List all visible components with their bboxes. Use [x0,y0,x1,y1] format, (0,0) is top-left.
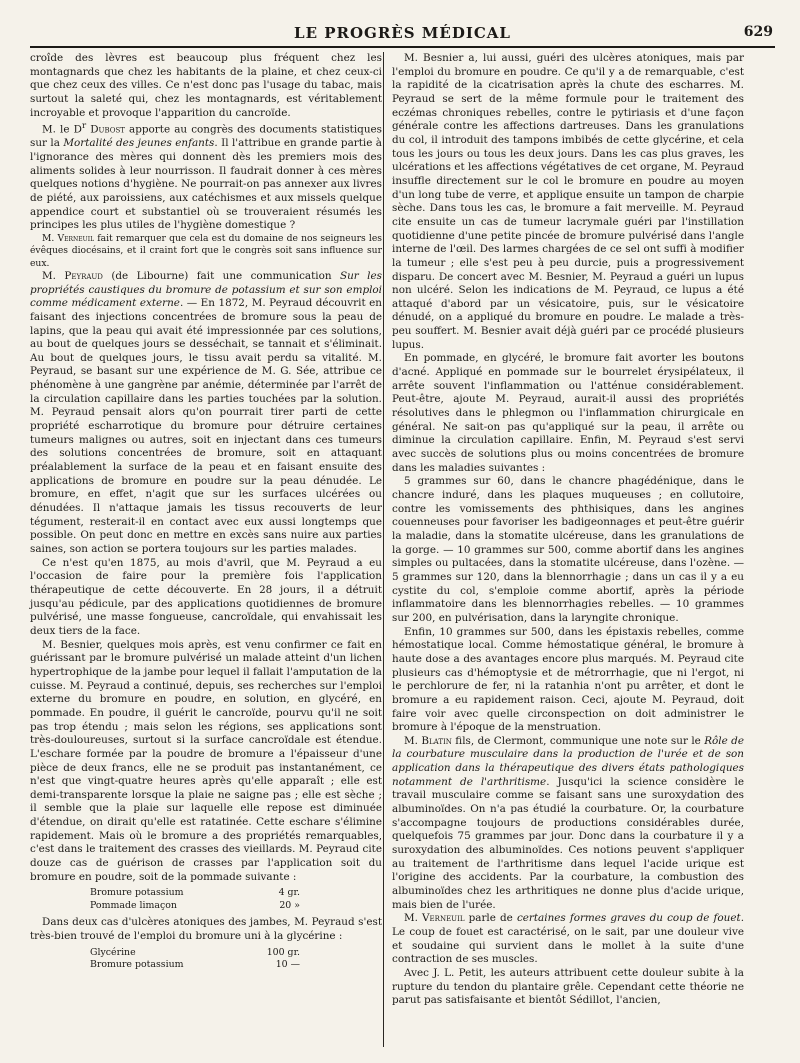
paragraph: M. Besnier, quelques mois après, est venu confirmer ce fait en guérissant par le bromure pulvérisé un malade atteint d'un lichen hypertrophique de la jambe pour lequel il fallait l'amputation de la cuisse. M. Peyraud a continué, depuis, ses recherches sur l'emploi externe du bromure en poudre, en solution, en glycéré, en pommade. En poudre, il guérit le cancroïde, pourvu qu'il ne soit pas trop étendu ; mais selon les régions, ses applications sont très-douloureuses, surtout si la surface cancroïdale est étendue. L'eschare formée par la poudre de bromure a l'épaisseur d'une pièce de deux francs, elle ne se produit pas instantanément, ce n'est que vingt-quatre heures après qu'elle apparaît ; elle est demi-transparente lorsque la plaie ne saigne pas ; elle est sèche ; il semble que la plaie sur laquelle elle repose est diminuée d'étendue, on dirait qu'elle est ratatinée. Cette eschare s'élimine rapidement. Mais où le bromure a des propriétés remarquables, c'est dans le traitement des crasses des vieillards. M. Peyraud cite douze cas de guérison de crasses par l'application soit du bromure en poudre, soit de la pommade suivante : [30,638,382,883]
column-divider [383,52,384,1047]
paragraph: M. Peyraud (de Libourne) fait une communication Sur les propriétés caustiques du bromure de potassium et sur son emploi comme médicament externe. — En 1872, M. Peyraud découvrit en faisant des injections concentrées de bromure sous la peau de lapins, que la peau qui avait été impressionnée par ces solutions, au bout de quelques jours se desséchait, se tannait et s'éliminait. Au bout de quelques jours, le tissu avait perdu sa vitalité. M. Peyraud, se basant sur une expérience de M. G. Sée, attribue ce phénomène à une gangrène par anémie, déterminée par l'arrêt de la circulation capillaire dans les parties touchées par la solution. M. Peyraud pensait alors qu'on pourrait tirer parti de cette propriété escharrotique du bromure pour détruire certaines tumeurs malignes ou autres, soit en injectant dans ces tumeurs des solutions concentrées de bromure, soit en attaquant préalablement la surface de la peau et en faisant ensuite des applications de bromure en poudre sur la peau dénudée. Le bromure, en effet, n'agit que sur les surfaces ulcérées ou dénudées. Il n'attaque jamais les tissus recouverts de leur tégument, resterait-il en contact avec eux aussi longtemps que possible. On peut donc en mettre en excès sans nuire aux parties saines, son action se portera toujours sur les parties malades. [30,269,382,556]
paragraph: Avec J. L. Petit, les auteurs attribuent cette douleur subite à la rupture du tendon du plantaire grêle. Cependant cette théorie ne parut pas satisfaisante et bientôt Sédillot, l'ancien, [392,966,744,1007]
paragraph: Ce n'est qu'en 1875, au mois d'avril, que M. Peyraud a eu l'occasion de faire pour la première fois l'application thérapeutique de cette découverte. En 28 jours, il a détruit jusqu'au pédicule, par des applications quotidiennes de bromure pulvérisé, une masse fongueuse, cancroïdale, qui envahissait les deux tiers de la face. [30,556,382,637]
speaker-name: M. Peyraud [42,269,103,282]
speaker-name: Dubost [86,123,125,136]
masthead [30,22,775,48]
right-column [392,52,744,1008]
page-number: 629 [743,24,773,40]
recipe-row: Bromure potassium 4 gr. [90,887,300,899]
communication-title: Mortalité des jeunes enfants [63,137,215,150]
communication-title: certaines formes graves du coup de fouet [516,912,741,925]
recipe-row: Glycérine 100 gr. [90,946,300,958]
communication-title: Rôle de la courbature musculaire dans la production de l'urée et de son application dans la thérapeutique des divers états pathologiques notamment de l'arthritisme [392,734,744,788]
speaker-name: M. Blatin [404,734,452,747]
paragraph: M. Verneuil parle de certaines formes graves du coup de fouet. Le coup de fouet est caractérisé, on le sait, par une douleur vive et soudaine qui survient dans le mollet à la suite d'une contraction de ses muscles. [392,912,744,966]
recipe-glycerine [90,947,382,972]
communication-title: Sur les propriétés caustiques du bromure de potassium et sur son emploi comme médicament externe [30,269,382,310]
paragraph: 5 grammes sur 60, dans le chancre phagédénique, dans le chancre induré, dans les plaques muqueuses ; en collutoire, contre les vomissements des phthisiques, dans les angines couenneuses pour favoriser les badigeonnages et peut-être guérir la maladie, dans la stomatite ulcéreuse, dans les granulations de la gorge. — 10 grammes sur 500, comme abortif dans les angines simples ou pultacées, dans la stomatite ulcéreuse, dans l'ozène. — 5 grammes sur 120, dans la blennorrhagie ; dans un cas il y a eu cystite du col, s'emploie comme abortif, après la période inflammatoire dans les blennorrhagies rebelles. — 10 grammes sur 200, en pulvérisation, dans la laryngite chronique. [392,475,744,624]
speaker-name: M. Verneuil [42,233,95,244]
paragraph: Enfin, 10 grammes sur 500, dans les épistaxis rebelles, comme hémostatique local. Comme hémostatique général, le bromure à haute dose a des avantages encore plus marqués. M. Peyraud cite plusieurs cas d'hémoptysie et de métrorrhagie, que ni l'ergot, ni le perchlorure de fer, ni la ratanhia n'ont pu arrêter, et dont le bromure a eu rapidement raison. Ceci, ajoute M. Peyraud, doit faire voir avec quelle circonspection on doit administrer le bromure à l'époque de la menstruation. [392,625,744,734]
paragraph: M. Blatin fils, de Clermont, communique une note sur le Rôle de la courbature musculaire dans la production de l'urée et de son application dans la thérapeutique des divers états pathologiques notamment de l'arthritisme. Jusqu'ici la science considère le travail musculaire comme se faisant sans une suroxydation des albuminoïdes. On n'a pas étudié la courbature. Or, la courbature s'accompagne toujours de productions considérables durée, quelquefois 75 grammes par jour. Donc dans la courbature il y a suroxydation des albuminoïdes. Ces notions peuvent s'appliquer au traitement de l'arthritisme dans lequel l'acide urique est l'origine des accidents. Par la courbature, la combustion des albuminoïdes chez les arthritiques ne donne plus d'acide urique, mais bien de l'urée. [392,734,744,911]
paragraph: En pommade, en glycéré, le bromure fait avorter les boutons d'acné. Appliqué en pommade sur le bourrelet érysipélateux, il arrête souvent l'inflammation ou l'atténue considérablement. Peut-être, ajoute M. Peyraud, aurait-il aussi des propriétés résolutives dans le phlegmon ou l'inflammation chirurgicale en général. Ne sait-on pas qu'appliqué sur la peau, il arrête ou diminue la circulation capillaire. Enfin, M. Peyraud s'est servi avec succès de solutions plus ou moins concentrées de bromure dans les maladies suivantes : [392,352,744,474]
paragraph: M. Verneuil fait remarquer que cela est du domaine de nos seigneurs les évêques diocésains, et il craint fort que le congrès soit sans influence sur eux. [30,233,382,269]
paragraph: Dans deux cas d'ulcères atoniques des jambes, M. Peyraud s'est très-bien trouvé de l'emploi du bromure uni à la glycérine : [30,916,382,943]
recipe-row: Pommade limaçon 20 » [90,899,300,911]
paragraph: croîde des lèvres est beaucoup plus fréquent chez les montagnards que chez les habitants de la plaine, et chez ceux-ci que chez ceux des villes. Ce n'est donc pas l'usage du tabac, mais surtout la saleté qui, chez les montagnards, est véritablement incroyable et provoque l'apparition du cancroïde. [30,52,382,119]
paragraph: M. Besnier a, lui aussi, guéri des ulcères atoniques, mais par l'emploi du bromure en poudre. Ce qu'il y a de remarquable, c'est la rapidité de la cicatrisation après la chute des escharres. M. Peyraud se sert de la même formule pour le traitement des eczémas chroniques rebelles, contre le pytiriasis et d'une façon générale contre les affections dartreuses. Dans les granulations du col, il introduit des tampons imbibés de cette glycérine, et cela tous les jours ou tous les deux jours. Dans les cas plus graves, les ulcérations et les affections végétatives de cet organe, M. Peyraud insuffle directement sur le col le bromure en poudre au moyen d'un long tube de verre, et applique ensuite un tampon de charpie sèche. Dans tous les cas, le bromure a fait merveille. M. Peyraud cite ensuite un cas de tumeur lacrymale guéri par l'instillation quotidienne d'une petite pincée de bromure pulvérisé dans l'angle interne de l'œil. Des larmes chargées de ce sel ont suffi à modifier la tumeur ; elle s'est peu à peu durcie, puis a progressivement disparu. De concert avec M. Besnier, M. Peyraud a guéri un lupus non ulcéré. Selon les indications de M. Peyraud, ce lupus a été attaqué d'abord par un vésicatoire, puis, sur le vésicatoire dénudé, on a appliqué du bromure en poudre. Le malade a très-peu souffert. M. Besnier avait déjà guéri par ce procédé plusieurs lupus. [392,52,744,351]
recipe-row: Bromure potassium 10 — [90,959,300,971]
recipe-pommade [90,887,382,912]
left-column [30,52,382,976]
paragraph: M. le $D^r$ Dubost apporte au congrès des documents statistiques sur la Mortalité des jeunes enfants. Il l'attribue en grande partie à l'ignorance des mères qui donnent dès les premiers mois des aliments solides à leur nourrisson. Il faudrait donner à ces mères quelques notions d'hygiène. Ne pourrait-on pas annexer aux livres de piété, aux paroissiens, aux catéchismes et aux missels quelque appendice court et substantiel où se trouveraient résumés les principes les plus utiles de l'hygiène domestique ? [30,121,383,232]
speaker-name: M. Verneuil [404,912,465,925]
journal-title: LE PROGRÈS MÉDICAL [294,24,511,42]
